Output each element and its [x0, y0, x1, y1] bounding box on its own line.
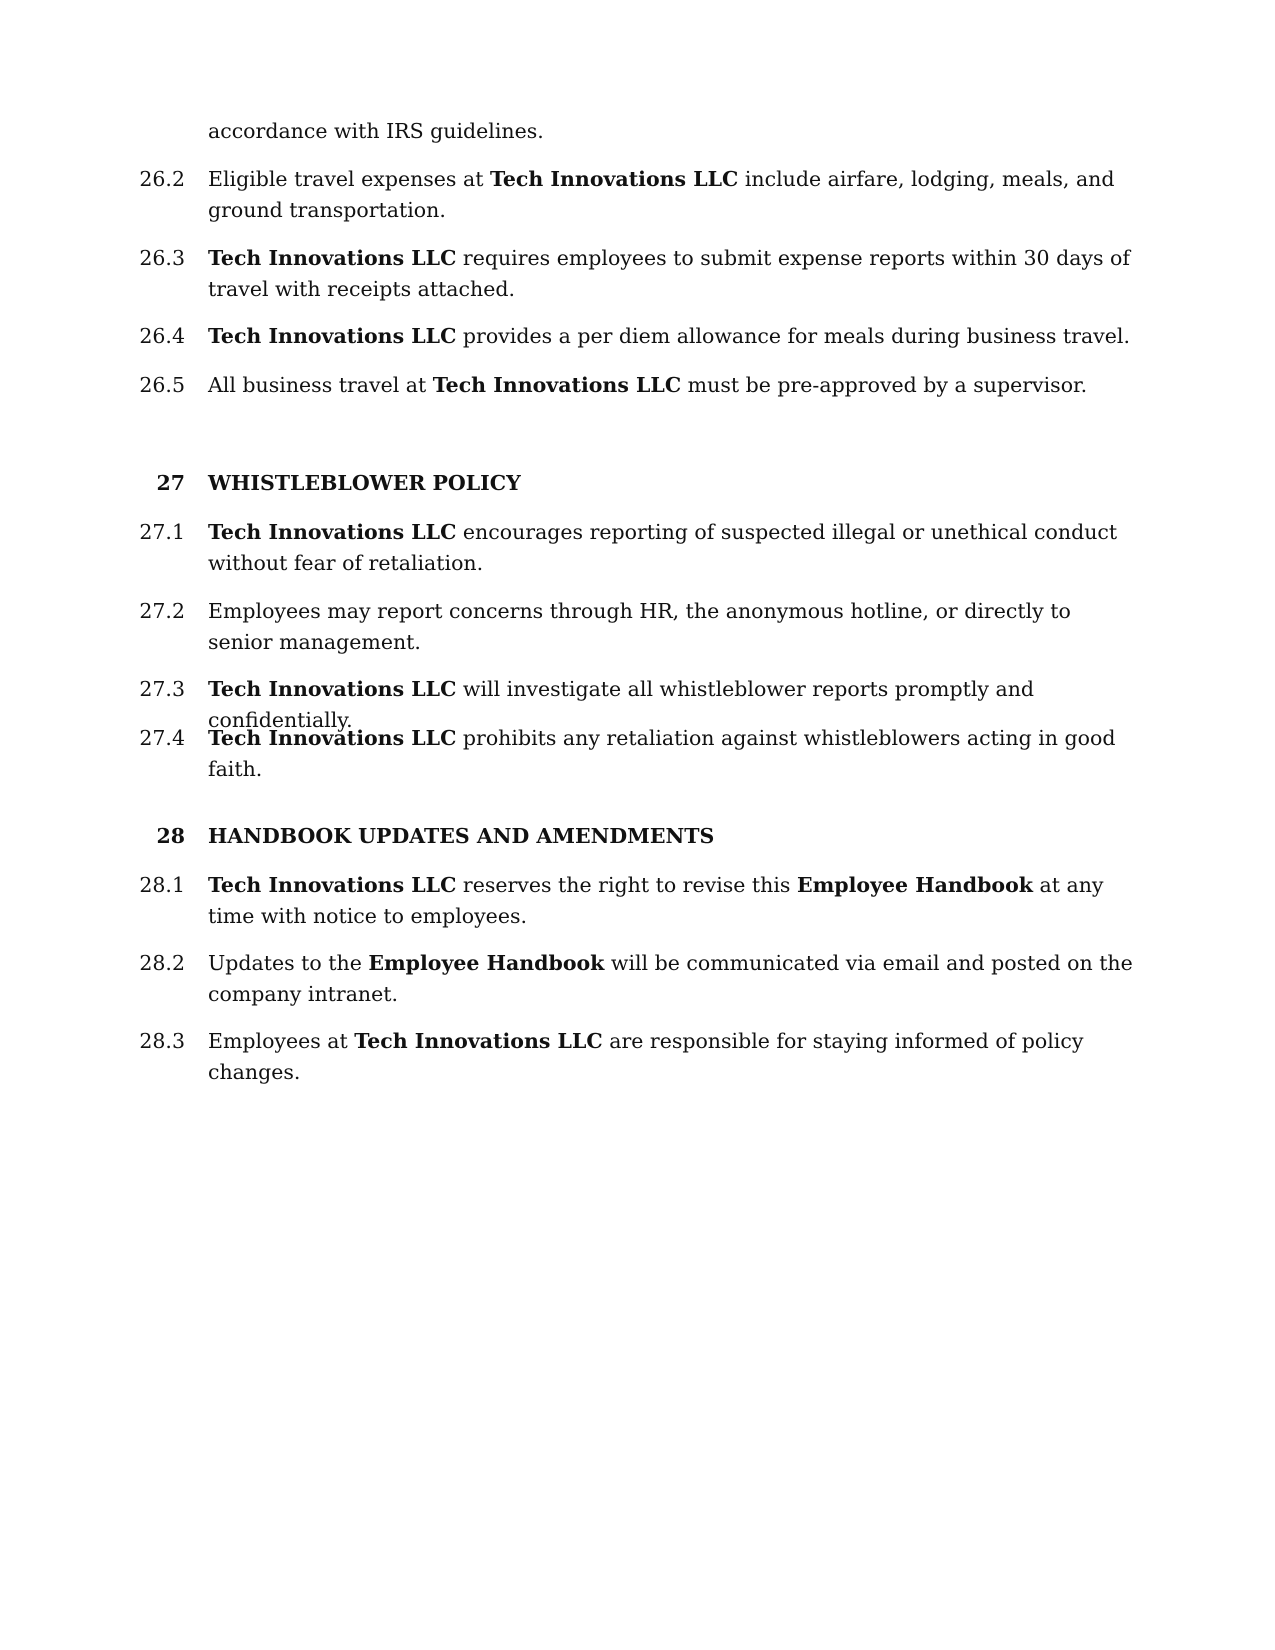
section-title: WHISTLEBLOWER POLICY	[208, 471, 521, 495]
clause-number: 28.2	[139, 951, 185, 975]
clause-number: 26.2	[139, 167, 185, 191]
clause-number: 26.4	[139, 324, 185, 348]
section-title: HANDBOOK UPDATES AND AMENDMENTS	[208, 824, 715, 848]
clause-text: Tech Innovations LLC reserves the right to revise this Employee Handbook at any time with notice to employees.	[208, 873, 1104, 928]
clause-number: 26.5	[139, 373, 185, 397]
section-number: 28	[156, 824, 185, 848]
clause-text: Tech Innovations LLC will investigate all whistleblower reports promptly and confidentially.	[208, 677, 1035, 732]
clause-number: 27.3	[139, 677, 185, 701]
clause-number: 27.4	[139, 726, 185, 750]
clause-number: 28.1	[139, 873, 185, 897]
clause-number: 27.2	[139, 599, 185, 623]
clause-text: Tech Innovations LLC requires employees to submit expense reports within 30 days of travel with receipts attached.	[208, 246, 1130, 301]
section-number: 27	[156, 471, 185, 495]
clause-text: Tech Innovations LLC provides a per diem allowance for meals during business travel.	[208, 324, 1130, 348]
clause-number: 27.1	[139, 520, 185, 544]
clause-number: 28.3	[139, 1029, 185, 1053]
clause-text: Tech Innovations LLC prohibits any retaliation against whistleblowers acting in good faith.	[208, 726, 1116, 781]
continuation-text: accordance with IRS guidelines.	[208, 119, 544, 143]
clause-text: Employees may report concerns through HR, the anonymous hotline, or directly to senior management.	[208, 599, 1071, 654]
clause-text: All business travel at Tech Innovations LLC must be pre-approved by a supervisor.	[208, 373, 1088, 397]
clause-text: Employees at Tech Innovations LLC are responsible for staying informed of policy changes.	[208, 1029, 1084, 1084]
clause-text: Updates to the Employee Handbook will be communicated via email and posted on the company intranet.	[208, 951, 1133, 1006]
clause-text: Eligible travel expenses at Tech Innovations LLC include airfare, lodging, meals, and ground transportation.	[208, 167, 1115, 222]
clause-number: 26.3	[139, 246, 185, 270]
clause-text: Tech Innovations LLC encourages reporting of suspected illegal or unethical conduct without fear of retaliation.	[208, 520, 1118, 575]
